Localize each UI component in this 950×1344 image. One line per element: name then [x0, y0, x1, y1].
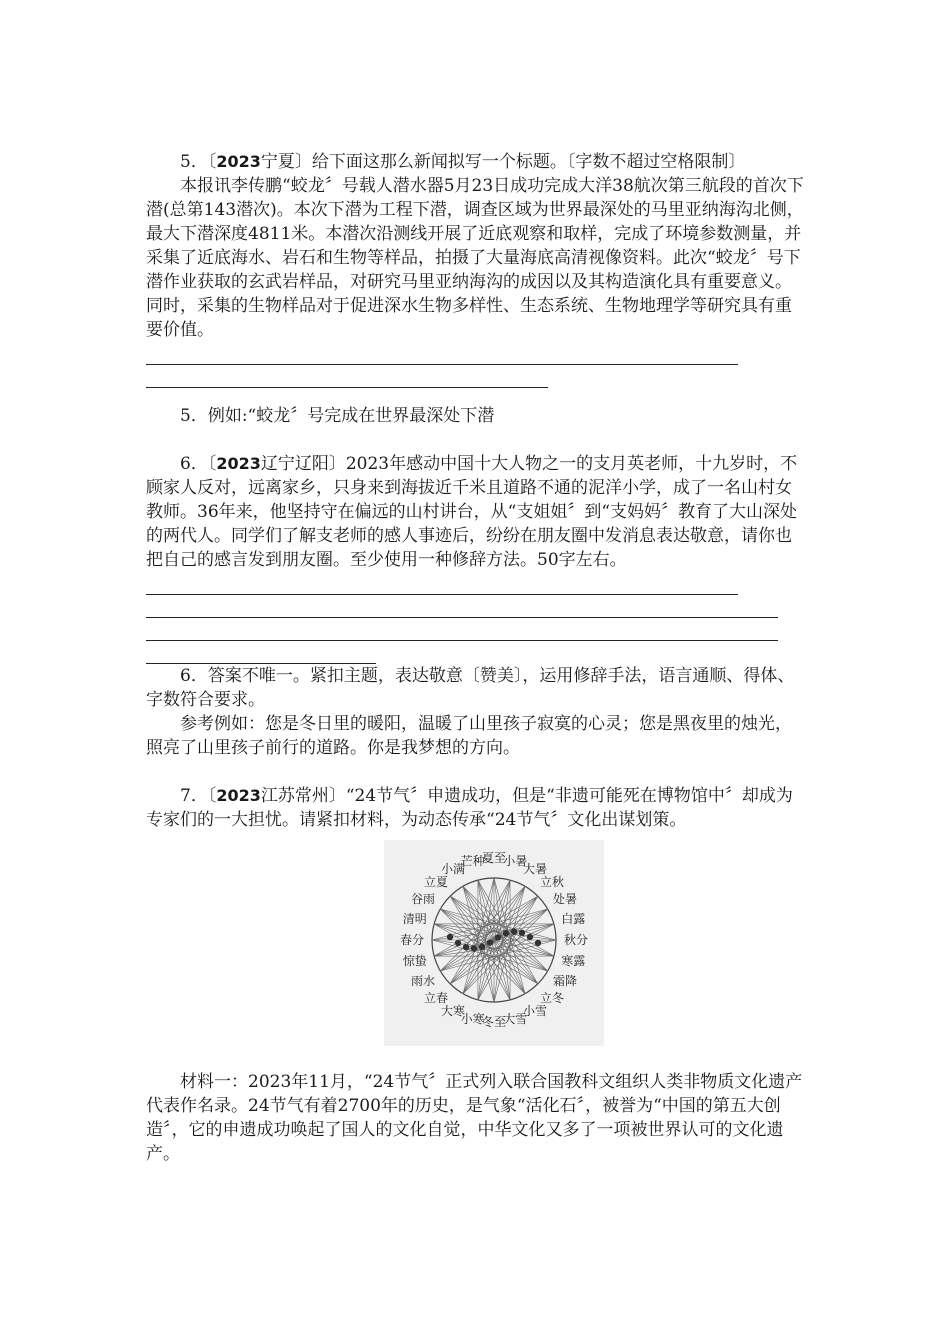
solar-terms-diagram [384, 840, 604, 1046]
wheel-dot [519, 930, 525, 936]
solar-term-label: 立秋 [539, 875, 564, 890]
solar-term-label: 立冬 [539, 990, 564, 1005]
answer-line [146, 618, 778, 641]
question-7: 7．〔2023江苏常州〕“24节气〞申遗成功，但是“非遗可能死在博物馆中〞却成为专家们的一大担忧。请紧扣材料，为动态传承“24节气〞文化出谋划策。 [146, 786, 793, 830]
solar-term-label: 小暑 [503, 853, 528, 868]
question-7-year: 2023 [216, 786, 261, 805]
wheel-dot [503, 930, 509, 936]
answer-line [146, 572, 738, 595]
question-5-year: 2023 [216, 152, 261, 171]
answer-line [146, 342, 738, 365]
solar-term-label: 夏至 [481, 851, 507, 865]
solar-term-label: 霜降 [553, 974, 578, 988]
document-page [146, 150, 806, 1166]
question-5: 5．〔2023宁夏〕给下面这那么新闻拟写一个标题。〔字数不超过空格限制〕 [180, 152, 746, 172]
answer-5: 5．例如:“蛟龙〞号完成在世界最深处下潜 [180, 406, 495, 426]
solar-term-label: 惊蛰 [402, 954, 427, 969]
wheel-dot [511, 928, 517, 934]
solar-term-label: 处暑 [553, 892, 578, 906]
wheel-dot [495, 934, 501, 940]
wheel-dot [463, 944, 469, 950]
solar-term-label: 冬至 [481, 1015, 507, 1029]
wheel-dot [471, 945, 477, 951]
question-6-year: 2023 [216, 454, 261, 473]
wheel-dot [455, 940, 461, 946]
solar-term-label: 芒种 [460, 853, 485, 868]
answer-6-example: 参考例如：您是冬日里的暖阳，温暖了山里孩子寂寞的心灵；您是黑夜里的烛光，照亮了山里孩子前行的道路。你是我梦想的方向。 [146, 714, 792, 758]
wheel-dot [479, 944, 485, 950]
wheel-dot [487, 939, 493, 945]
material-1: 材料一：2023年11月，“24节气〞正式列入联合国教科文组织人类非物质文化遗产代表作名录。24节气有着2700年的历史，是气象“活化石〞，被誉为“中国的第五大创造〞，它的申遗成功唤起了国人的文化自觉，中华文化又多了一项被世界认可的文化遗产。 [146, 1072, 803, 1164]
wheel-dot [535, 940, 541, 946]
wheel-dot [447, 934, 453, 940]
answer-line [146, 595, 778, 618]
solar-term-label: 清明 [402, 911, 427, 926]
solar-term-label: 小雪 [522, 1004, 548, 1019]
solar-term-label: 大雪 [503, 1012, 528, 1027]
solar-term-label: 谷雨 [410, 892, 435, 906]
answer-line [146, 641, 376, 664]
solar-term-label: 白露 [561, 911, 586, 926]
solar-term-label: 小寒 [460, 1012, 485, 1027]
solar-term-label: 雨水 [410, 974, 435, 988]
solar-terms-wheel [384, 840, 604, 1046]
answer-6: 6．答案不唯一。紧扣主题，表达敬意〔赞美〕，运用修辞手法，语言通顺、得体、字数符合要求。 [146, 666, 795, 710]
question-5-passage: 本报讯李传鹏“蛟龙〞号载人潜水器5月23日成功完成大洋38航次第三航段的首次下潜(总第143潜次)。本次下潜为工程下潜，调查区域为世界最深处的马里亚纳海沟北侧，最大下潜深度4811米。本潜次沿测线开展了近底观察和取样，完成了环境参数测量，并采集了近底海水、岩石和生物等样品，拍摄了大量海底高清视像资料。此次“蛟龙〞号下潜作业获取的玄武岩样品，对研究马里亚纳海沟的成因以及其构造演化具有重要意义。同时，采集的生物样品对于促进深水生物多样性、生态系统、生物地理学等研究具有重要价值。 [146, 176, 804, 340]
question-6: 6．〔2023辽宁辽阳〕2023年感动中国十大人物之一的支月英老师，十九岁时，不顾家人反对，远离家乡，只身来到海拔近千米且道路不通的泥洋小学，成了一名山村女教师。36年来，他坚持守在偏远的山村讲台，从“支姐姐〞到“支妈妈〞教育了大山深处的两代人。同学们了解支老师的感人事迹后，纷纷在朋友圈中发消息表达敬意，请你也把自己的感言发到朋友圈。至少使用一种修辞方法。50字左右。 [146, 454, 798, 570]
solar-term-label: 寒露 [561, 954, 586, 969]
solar-term-label: 秋分 [563, 933, 589, 947]
solar-term-label: 春分 [399, 933, 425, 947]
solar-term-label: 立春 [424, 990, 449, 1005]
solar-term-label: 大寒 [440, 1004, 466, 1019]
solar-term-label: 小满 [440, 861, 466, 876]
solar-term-label: 立夏 [424, 875, 449, 890]
solar-term-label: 大暑 [522, 861, 548, 876]
answer-line [146, 365, 548, 388]
wheel-dot [527, 934, 533, 940]
